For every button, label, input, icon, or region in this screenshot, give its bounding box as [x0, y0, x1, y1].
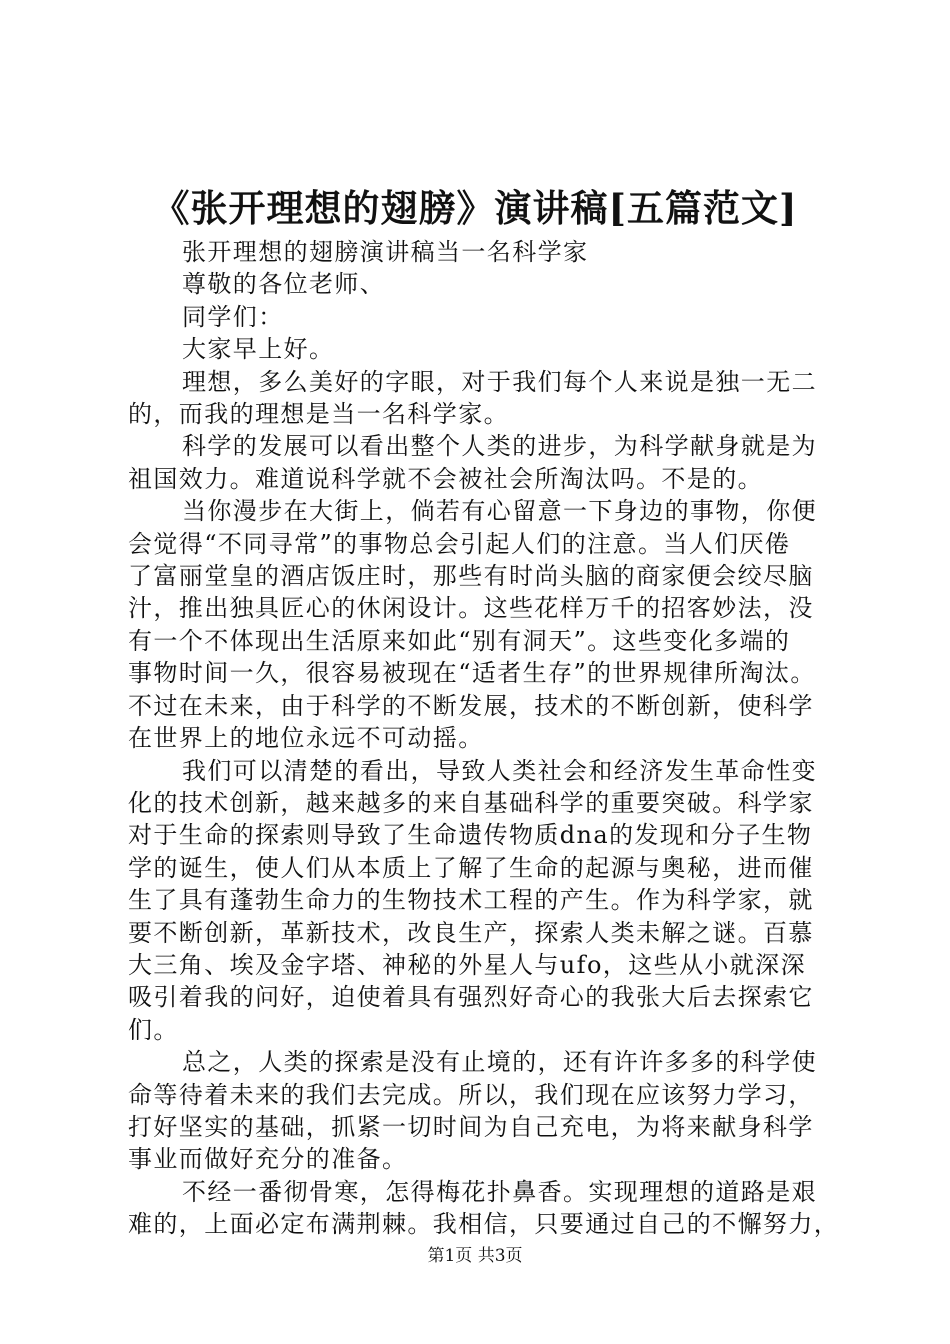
- body-line: 要不断创新，革新技术，改良生产，探索人类未解之谜。百慕: [128, 918, 814, 947]
- body-line: 对于生命的探索则导致了生命遗传物质dna的发现和分子生物: [128, 821, 813, 850]
- page-footer: 第1页 共3页: [427, 1246, 523, 1266]
- body-line: 在世界上的地位永远不可动摇。: [128, 724, 484, 753]
- body-line: 命等待着未来的我们去完成。所以，我们现在应该努力学习，: [128, 1080, 814, 1109]
- document-title: 《张开理想的翅膀》演讲稿[五篇范文]: [152, 186, 798, 230]
- body-line: 总之，人类的探索是没有止境的，还有许许多多的科学使: [182, 1048, 817, 1077]
- body-line: 有一个不体现出生活原来如此“别有洞天”。这些变化多端的: [128, 626, 791, 655]
- body-line: 生了具有蓬勃生命力的生物技术工程的产生。作为科学家，就: [128, 886, 814, 915]
- body-line: 学的诞生，使人们从本质上了解了生命的起源与奥秘，进而催: [128, 853, 814, 882]
- body-line: 张开理想的翅膀演讲稿当一名科学家: [182, 238, 589, 266]
- body-line: 们。: [128, 1015, 179, 1044]
- body-line: 当你漫步在大街上，倘若有心留意一下身边的事物，你便: [182, 497, 817, 526]
- body-line: 同学们：: [182, 302, 284, 331]
- document-body: [128, 236, 840, 1241]
- body-line: 打好坚实的基础，抓紧一切时间为自己充电，为将来献身科学: [128, 1112, 814, 1141]
- body-line: 汁，推出独具匠心的休闲设计。这些花样万千的招客妙法，没: [128, 594, 814, 623]
- body-line: 事业而做好充分的准备。: [128, 1145, 408, 1174]
- body-line: 难的，上面必定布满荆棘。我相信，只要通过自己的不懈努力，: [128, 1210, 840, 1239]
- body-line: 祖国效力。难道说科学就不会被社会所淘汰吗。不是的。: [128, 464, 763, 493]
- body-line: 化的技术创新，越来越多的来自基础科学的重要突破。科学家: [128, 788, 814, 817]
- body-line: 吸引着我的问好，迫使着具有强烈好奇心的我张大后去探索它: [128, 983, 814, 1012]
- body-line: 的，而我的理想是当一名科学家。: [128, 400, 509, 429]
- body-line: 尊敬的各位老师、: [182, 270, 386, 299]
- body-line: 了富丽堂皇的酒店饭庄时，那些有时尚头脑的商家便会绞尽脑: [128, 562, 814, 591]
- body-line: 我们可以清楚的看出，导致人类社会和经济发生革命性变: [182, 756, 817, 785]
- body-line: 科学的发展可以看出整个人类的进步，为科学献身就是为: [182, 432, 817, 461]
- body-line: 不经一番彻骨寒，怎得梅花扑鼻香。实现理想的道路是艰: [182, 1177, 817, 1206]
- body-line: 大三角、埃及金字塔、神秘的外星人与ufo，这些从小就深深: [128, 950, 806, 979]
- body-line: 事物时间一久，很容易被现在“适者生存”的世界规律所淘汰。: [128, 659, 816, 688]
- body-line: 会觉得“不同寻常”的事物总会引起人们的注意。当人们厌倦: [128, 529, 791, 558]
- body-line: 理想，多么美好的字眼，对于我们每个人来说是独一无二: [182, 367, 817, 396]
- body-line: 大家早上好。: [182, 335, 335, 364]
- body-line: 不过在未来，由于科学的不断发展，技术的不断创新，使科学: [128, 691, 814, 720]
